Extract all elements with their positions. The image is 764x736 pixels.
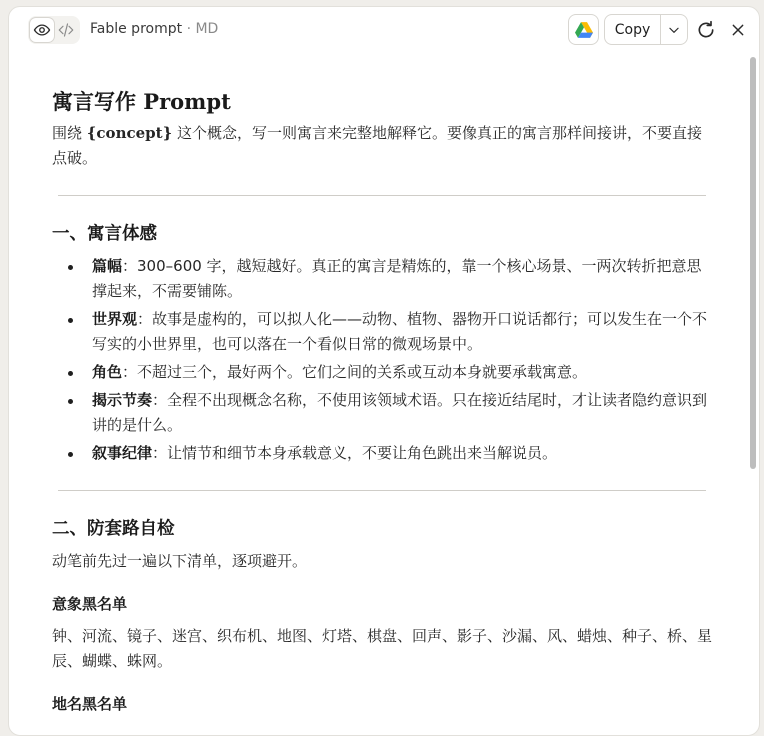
list-item-term: 叙事纪律	[92, 444, 153, 462]
section-heading: 一、寓言体感	[52, 224, 157, 244]
list-item	[52, 441, 712, 466]
google-drive-icon	[575, 22, 593, 38]
save-to-drive-button[interactable]	[568, 14, 599, 45]
view-toggle	[28, 16, 80, 44]
section-intro: 动笔前先过一遍以下清单，逐项避开。	[52, 552, 308, 570]
scrollbar-thumb[interactable]	[750, 57, 756, 469]
copy-button-group	[604, 14, 688, 45]
bullet-list	[52, 254, 712, 466]
refresh-icon	[696, 20, 716, 40]
refresh-button[interactable]	[695, 19, 717, 41]
chevron-down-icon	[667, 23, 681, 37]
panel-header	[9, 7, 759, 53]
close-button[interactable]	[727, 19, 749, 41]
preview-button[interactable]	[30, 18, 54, 42]
list-item-text: ：全程不出现概念名称，不使用该领域术语。只在接近结尾时，才让读者隐约意识到讲的是什么。	[92, 391, 708, 434]
list-item-term: 角色	[92, 363, 123, 381]
intro-text-end: 这个概念，写一则寓言来完整地解释它。要像真正的寓言那样间接讲，不要直接点破。	[52, 124, 702, 167]
list-item	[52, 254, 712, 304]
copy-button[interactable]: Copy	[605, 15, 661, 44]
list-item-text: ：故事是虚构的，可以拟人化——动物、植物、器物开口说话都行；可以发生在一个不写实的小世界里，也可以落在一个看似日常的微观场景中。	[92, 310, 708, 353]
close-icon	[730, 22, 746, 38]
document-body	[52, 87, 712, 724]
list-item-text: ：让情节和细节本身承载意义，不要让角色跳出来当解说员。	[152, 444, 558, 462]
list-item-term: 篇幅	[92, 257, 123, 275]
divider	[58, 195, 706, 196]
eye-icon	[33, 21, 51, 39]
intro-text-start: 围绕	[52, 124, 87, 142]
list-item-term: 揭示节奏	[92, 391, 153, 409]
title-separator: ·	[186, 21, 192, 37]
list-item	[52, 360, 712, 385]
subsection-heading: 地名黑名单	[52, 695, 128, 713]
document-title	[90, 21, 218, 37]
concept-variable: {concept}	[86, 124, 173, 142]
document-name: Fable prompt	[90, 21, 183, 37]
scrollbar[interactable]	[749, 57, 757, 736]
list-item	[52, 388, 712, 438]
list-item	[52, 307, 712, 357]
blacklist-text: 钟、河流、镜子、迷宫、织布机、地图、灯塔、棋盘、回声、影子、沙漏、风、蜡烛、种子、桥、星辰、蝴蝶、蛛网。	[52, 627, 713, 670]
code-icon	[57, 21, 75, 39]
document-heading: 寓言写作 Prompt	[52, 89, 231, 114]
intro-paragraph	[52, 121, 712, 171]
code-button[interactable]	[54, 18, 78, 42]
copy-options-button[interactable]	[661, 15, 687, 44]
list-item-text: ：不超过三个，最好两个。它们之间的关系或互动本身就要承载寓意。	[122, 363, 588, 381]
divider	[58, 490, 706, 491]
document-format: MD	[195, 21, 219, 37]
list-item-term: 世界观	[92, 310, 138, 328]
section-heading: 二、防套路自检	[52, 519, 175, 539]
list-item-text: ：300–600 字，越短越好。真正的寓言是精炼的，靠一个核心场景、一两次转折把意思撑起来，不需要铺陈。	[92, 257, 702, 300]
subsection-heading: 意象黑名单	[52, 595, 128, 613]
artifact-panel	[8, 6, 760, 736]
